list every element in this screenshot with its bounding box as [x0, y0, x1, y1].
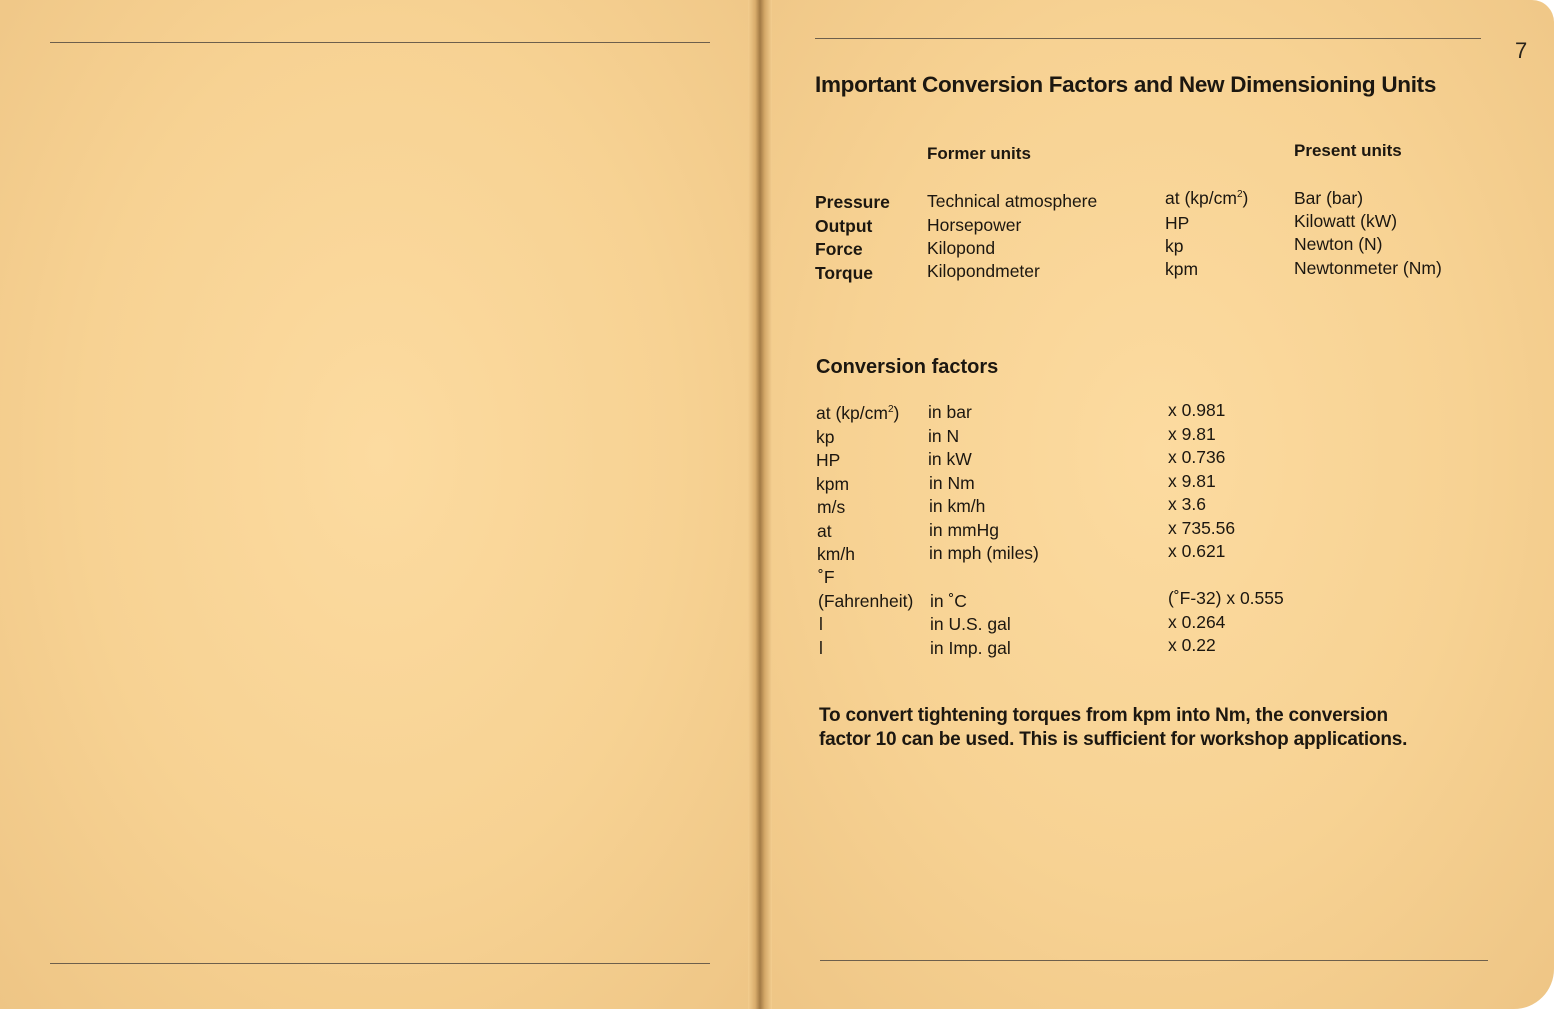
former-unit-name: Kilopondmeter — [927, 261, 1040, 281]
former-unit-name: Horsepower — [927, 215, 1022, 235]
from-unit: ˚F — [818, 567, 835, 587]
to-unit: in mph (miles) — [929, 543, 1039, 563]
from-unit-note: (Fahrenheit) — [818, 591, 914, 611]
to-unit: in Nm — [929, 473, 975, 493]
present-unit: Bar (bar) — [1294, 188, 1364, 208]
workshop-note — [819, 704, 1407, 752]
quantity-label: Torque — [815, 263, 874, 283]
to-unit: in km/h — [929, 496, 986, 516]
note-line: factor 10 can be used. This is sufficient for workshop applications. — [819, 729, 1408, 750]
from-unit: l — [819, 638, 823, 658]
page-number: 7 — [1515, 38, 1528, 63]
top-rule — [815, 38, 1481, 39]
former-unit-symbol: kp — [1165, 236, 1184, 256]
to-unit: in Imp. gal — [930, 638, 1011, 658]
from-unit: at — [817, 521, 832, 541]
quantity-label: Pressure — [815, 192, 890, 212]
page-title: Important Conversion Factors and New Dimensioning Units — [815, 72, 1437, 97]
bottom-rule — [820, 960, 1488, 961]
former-unit-name: Technical atmosphere — [927, 191, 1098, 211]
top-rule — [50, 42, 710, 43]
present-unit: Kilowatt (kW) — [1294, 211, 1398, 231]
conversion-factors-heading: Conversion factors — [816, 356, 999, 378]
conversion-factor: x 0.736 — [1168, 447, 1226, 467]
to-unit: in mmHg — [929, 520, 1000, 540]
conversion-factor: x 735.56 — [1168, 518, 1236, 538]
conversion-factor: x 0.981 — [1168, 400, 1226, 420]
conversion-factor: (˚F-32) x 0.555 — [1168, 588, 1284, 608]
book-spine — [748, 0, 772, 1009]
conversion-factor: x 9.81 — [1168, 424, 1216, 444]
to-unit: in N — [928, 426, 960, 446]
left-page — [0, 0, 760, 1009]
quantity-label: Output — [815, 216, 873, 236]
from-unit: km/h — [817, 544, 855, 564]
from-unit: kpm — [816, 474, 850, 494]
conversion-factor: x 0.264 — [1168, 612, 1226, 632]
from-unit: m/s — [817, 497, 846, 517]
present-unit: Newton (N) — [1294, 234, 1383, 254]
former-unit-symbol: at $(kp/cm^2)$ — [1165, 188, 1249, 208]
present-unit: Newtonmeter (Nm) — [1294, 258, 1442, 278]
quantity-label: Force — [815, 239, 863, 259]
former-unit-symbol: kpm — [1165, 259, 1199, 279]
from-unit: l — [819, 614, 823, 634]
note-line: To convert tightening torques from kpm into Nm, the conversion — [819, 705, 1388, 726]
to-unit: in ˚C — [930, 591, 967, 611]
from-unit: at $(kp/cm^2)$ — [816, 403, 900, 423]
from-unit: kp — [816, 427, 835, 447]
to-unit: in bar — [928, 402, 972, 422]
former-unit-name: Kilopond — [927, 238, 996, 258]
from-unit: HP — [816, 450, 841, 470]
former-unit-symbol: HP — [1165, 213, 1190, 233]
conversion-factor: x 3.6 — [1168, 494, 1206, 514]
to-unit: in kW — [928, 449, 972, 469]
former-units-header: Former units — [927, 144, 1031, 163]
present-units-header: Present units — [1294, 141, 1402, 160]
bottom-rule — [50, 963, 710, 964]
conversion-factor: x 0.22 — [1168, 635, 1216, 655]
conversion-factor: x 9.81 — [1168, 471, 1216, 491]
conversion-factor: x 0.621 — [1168, 541, 1226, 561]
to-unit: in U.S. gal — [930, 614, 1011, 634]
right-page — [760, 0, 1554, 1009]
